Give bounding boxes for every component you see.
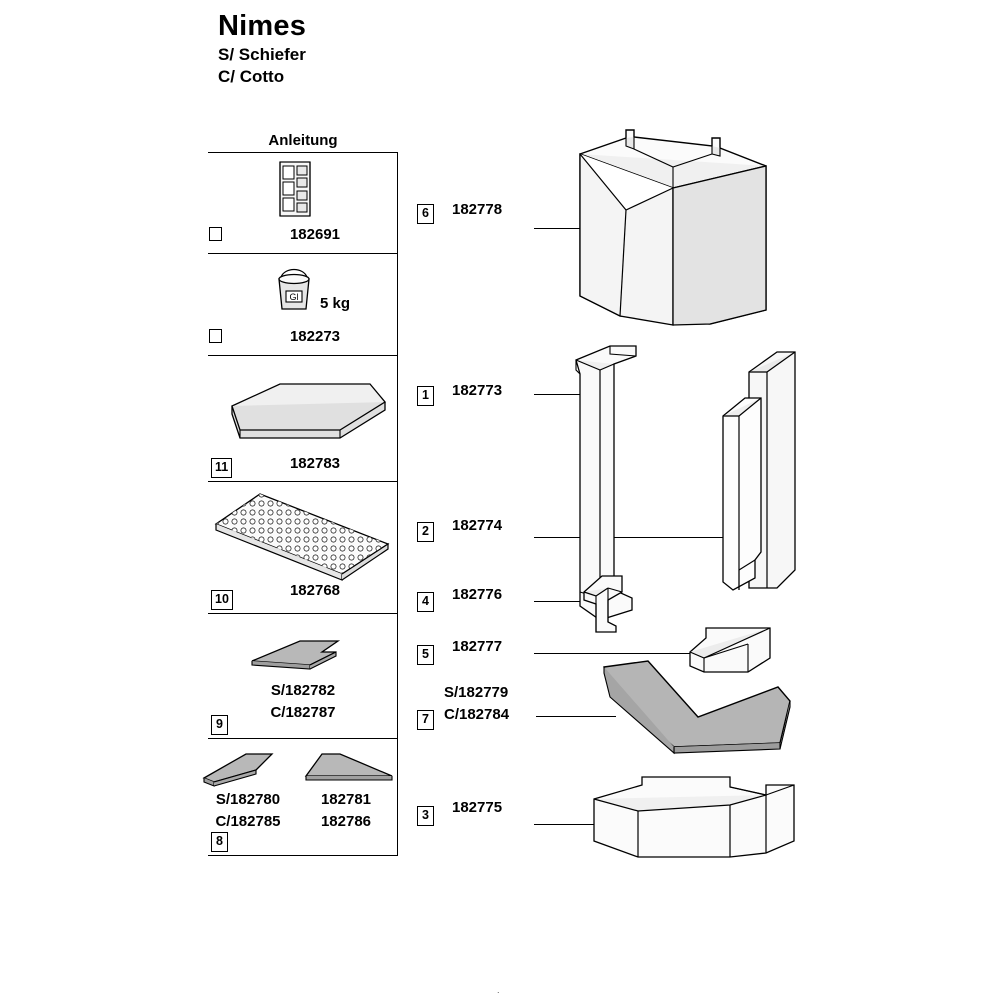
part-label-182781: 182781 <box>320 791 372 808</box>
part-label-182273: 182273 <box>289 328 341 345</box>
tag-10[interactable]: 10 <box>211 590 233 610</box>
part-label-182786: 182786 <box>320 813 372 830</box>
part-label-182782: S/182782 <box>270 682 336 699</box>
part-label-182691: 182691 <box>289 226 341 243</box>
part-label-182773: 182773 <box>452 382 503 399</box>
left-rule-2 <box>208 253 398 254</box>
tag-7[interactable]: 7 <box>417 710 434 730</box>
tag-3[interactable]: 3 <box>417 806 434 826</box>
perforated-plate-icon <box>212 490 392 580</box>
left-rule-1 <box>208 152 398 153</box>
part-label-182783: 182783 <box>289 455 341 472</box>
wedge-panel-left-icon <box>200 748 290 790</box>
glue-bucket-icon <box>271 265 321 317</box>
tag-checkbox-182273[interactable] <box>209 329 222 343</box>
weight-note-182273: 5 kg <box>320 295 351 312</box>
part-label-182778: 182778 <box>452 201 503 218</box>
left-rule-3 <box>208 355 398 356</box>
page-title: Nimes <box>218 10 307 42</box>
wedge-panel-icon <box>250 635 360 681</box>
part-label-182785: C/182785 <box>215 813 281 830</box>
cover-plate-icon <box>220 378 392 448</box>
part-label-182774: 182774 <box>452 517 503 534</box>
part-label-182784: C/182784 <box>444 706 510 723</box>
tag-4[interactable]: 4 <box>417 592 434 612</box>
title-line-cotto: C/ Cotto <box>218 66 285 86</box>
tag-9[interactable]: 9 <box>211 715 228 735</box>
part-label-182779: S/182779 <box>444 684 509 701</box>
lower-housing-art <box>580 765 810 875</box>
left-rule-4 <box>208 481 398 482</box>
title-line-schiefer: S/ Schiefer <box>218 45 306 65</box>
wedge-panel-right-icon <box>296 748 401 790</box>
part-label-182775: 182775 <box>452 799 503 816</box>
leader-182777 <box>534 653 690 654</box>
tag-5[interactable]: 5 <box>417 645 434 665</box>
hood-body-art <box>560 120 790 335</box>
left-rule-5 <box>208 613 398 614</box>
tag-1[interactable]: 1 <box>417 386 434 406</box>
tag-checkbox-182691[interactable] <box>209 227 222 241</box>
tag-8[interactable]: 8 <box>211 832 228 852</box>
footer-mark: . <box>497 985 500 995</box>
left-column-heading: Anleitung <box>268 132 338 149</box>
small-bracket-art <box>578 570 638 640</box>
left-rule-6 <box>208 738 398 739</box>
part-label-182787: C/182787 <box>270 704 336 721</box>
part-label-182776: 182776 <box>452 586 503 603</box>
part-label-182768: 182768 <box>289 582 341 599</box>
title-block <box>218 10 306 86</box>
tag-6[interactable]: 6 <box>417 204 434 224</box>
left-rule-7 <box>208 855 398 856</box>
right-post-art <box>715 338 805 608</box>
tag-11[interactable]: 11 <box>211 458 232 478</box>
part-label-182780: S/182780 <box>215 791 281 808</box>
tag-2[interactable]: 2 <box>417 522 434 542</box>
instruction-sheet-icon <box>266 160 326 222</box>
base-plate-art <box>558 655 798 760</box>
svg-text:Gl: Gl <box>289 292 299 302</box>
part-label-182777: 182777 <box>452 638 503 655</box>
